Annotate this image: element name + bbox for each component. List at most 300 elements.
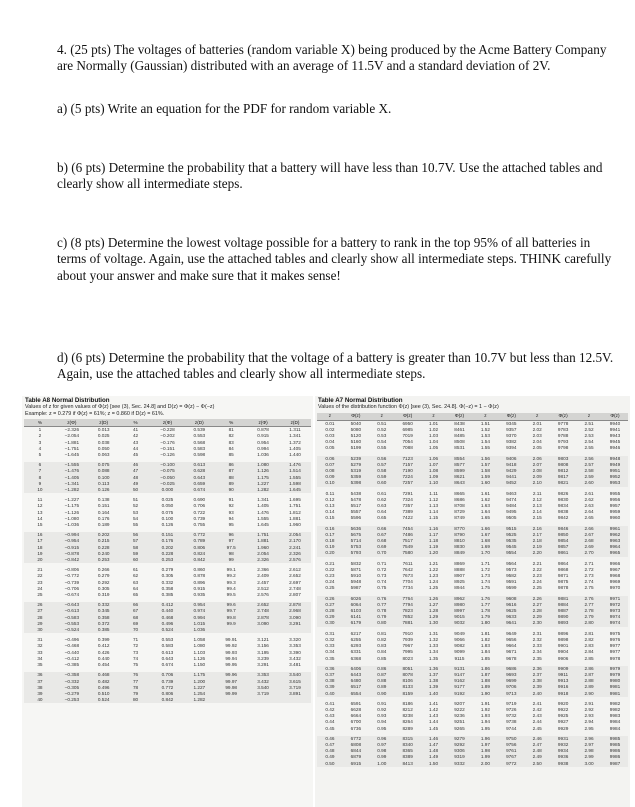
table-cell: 0.81: [377, 630, 387, 636]
table-cell: 1.73: [480, 573, 490, 579]
table-cell: 9793: [557, 439, 569, 445]
table-cell: 8749: [454, 515, 465, 521]
table-cell: 2.80: [576, 620, 602, 626]
table-cell: 2.51: [584, 420, 594, 426]
table-cell: 0.31: [325, 630, 335, 636]
table-cell: 0.98: [369, 748, 395, 754]
table-cell: 9783: [557, 426, 569, 432]
table-cell: 0.755: [193, 522, 206, 528]
table-cell: 0.28: [317, 608, 343, 614]
table-cell: 9441: [498, 474, 524, 480]
table-cell: 1.75: [480, 585, 490, 591]
table-cell: 0.063: [97, 452, 110, 457]
table-cell: 3.121: [257, 637, 269, 643]
table-cell: 5359: [343, 474, 369, 480]
table-cell: 2.054: [247, 551, 279, 557]
table-cell: −0.228: [160, 427, 175, 433]
table-cell: 2: [38, 433, 42, 439]
table-cell: 0.57: [369, 462, 395, 468]
table-cell: 0.59: [369, 474, 395, 480]
table-cell: 9943: [609, 433, 621, 438]
table-cell: 1.175: [183, 672, 215, 678]
table-cell: −0.496: [64, 637, 80, 643]
table-cell: 9099: [454, 649, 465, 655]
table-cell: 9871: [557, 573, 569, 579]
table-cell: 1.38: [421, 678, 447, 684]
table-cell: 0.025: [97, 433, 110, 439]
table-cell: 7734: [402, 585, 413, 591]
table-cell: 1.02: [429, 426, 439, 432]
table-cell: 3.390: [289, 649, 301, 655]
table-cell: 7517: [395, 538, 421, 544]
table-cell: 2.49: [524, 754, 550, 760]
table-cell: 9821: [550, 480, 576, 486]
column-header: z(Φ): [247, 419, 279, 427]
table-cell: 0.89: [369, 684, 395, 690]
table-cell: 2.41: [532, 700, 542, 706]
table-cell: 2.576: [279, 557, 311, 563]
table-cell: [247, 697, 279, 703]
table-cell: 82: [228, 433, 234, 439]
table-cell: −1.881: [64, 439, 80, 445]
table-cell: 8461: [454, 426, 465, 432]
table-cell: 2.66: [576, 526, 602, 532]
table-cell: 1.04: [429, 439, 439, 445]
table-cell: 9850: [550, 532, 576, 538]
table-cell: 0.79: [369, 614, 395, 620]
table-cell: 5: [38, 452, 42, 457]
table-row: [24, 452, 311, 458]
table-cell: 9904: [557, 649, 569, 655]
table-cell: 6879: [343, 754, 369, 760]
table-cell: 1.90: [472, 691, 498, 697]
table-cell: 9983: [609, 713, 621, 719]
table-cell: 2.09: [524, 474, 550, 480]
table-cell: 8686: [454, 496, 465, 502]
table-cell: 3.195: [257, 649, 269, 655]
table-cell: 5319: [343, 468, 369, 474]
table-cell: 0.613: [161, 649, 174, 655]
table-cell: 1.83: [480, 643, 490, 649]
table-cell: 0.553: [193, 433, 206, 439]
table-cell: 8186: [402, 700, 413, 706]
table-cell: 2.21: [532, 560, 542, 566]
table-cell: 7: [24, 468, 56, 474]
table-cell: 9976: [609, 636, 621, 642]
table-cell: 1.227: [247, 481, 279, 487]
table-cell: 2.652: [289, 573, 301, 579]
table-cell: 8413: [395, 761, 421, 767]
table-cell: 0.30: [317, 620, 343, 626]
table-cell: 0.524: [88, 697, 120, 703]
table-cell: 1.311: [289, 427, 301, 433]
table-cell: 1.56: [472, 456, 498, 462]
table-cell: 0.07: [317, 462, 343, 468]
table-cell: 1.44: [429, 719, 439, 725]
table-cell: 2.74: [584, 579, 594, 585]
table-cell: 0.58: [369, 468, 395, 474]
table-cell: 36: [24, 672, 56, 678]
column-header: z(Φ): [56, 419, 88, 427]
table-cell: 0.21: [325, 560, 335, 566]
table-cell: 1.00: [369, 761, 395, 767]
table-cell: 8133: [395, 684, 421, 690]
table-cell: 6064: [343, 602, 369, 608]
table-cell: 0.18: [317, 538, 343, 544]
table-cell: 0.82: [377, 636, 387, 642]
table-cell: 0.674: [161, 662, 174, 668]
table-row: [24, 487, 311, 493]
table-cell: 6700: [350, 719, 362, 725]
table-row: [317, 761, 628, 767]
table-cell: 9929: [557, 725, 569, 731]
table-cell: 1.812: [289, 509, 301, 515]
table-cell: 61: [132, 567, 139, 573]
table-cell: 2.76: [576, 596, 602, 602]
table-cell: 1.10: [421, 480, 447, 486]
table-cell: 0.674: [183, 487, 215, 493]
table-cell: 5080: [350, 426, 362, 432]
table-cell: 2.45: [532, 725, 542, 731]
table-cell: 0.426: [97, 649, 110, 655]
table-cell: 9066: [454, 636, 465, 642]
table-cell: 9978: [609, 655, 621, 661]
table-cell: 1.23: [429, 573, 439, 579]
table-cell: 0.62: [377, 496, 387, 502]
table-cell: 1.150: [193, 662, 206, 668]
table-cell: 0.279: [161, 567, 174, 573]
table-cell: 9846: [550, 526, 576, 532]
table-cell: 2.40: [524, 691, 550, 697]
table-cell: 9981: [602, 684, 628, 690]
table-cell: 76: [120, 672, 152, 678]
table-cell: 7910: [402, 630, 413, 636]
table-cell: 0.72: [377, 566, 387, 572]
table-cell: 6406: [343, 666, 369, 672]
table-cell: 0.69: [369, 544, 395, 550]
table-cell: 0.08: [317, 468, 343, 474]
table-cell: 2.69: [576, 544, 602, 550]
table-cell: 0.332: [88, 602, 120, 608]
table-cell: 8023: [402, 655, 413, 661]
table-cell: 0.385: [88, 627, 120, 633]
table-cell: −1.476: [56, 468, 88, 474]
table-cell: 0.70: [369, 550, 395, 556]
column-header: Φ(z): [498, 413, 524, 421]
table-cell: 2.02: [532, 426, 542, 432]
table-cell: 3.239: [257, 655, 269, 661]
table-cell: 1.95: [480, 725, 490, 731]
table-cell: 1.22: [429, 566, 439, 572]
table-cell: 9982: [609, 706, 621, 712]
table-cell: 1.372: [289, 439, 301, 445]
table-cell: 0.42: [325, 706, 335, 712]
table-cell: 2.67: [576, 532, 602, 538]
table-cell: 0.896: [193, 579, 206, 585]
table-cell: 8621: [447, 474, 473, 480]
table-cell: 2.46: [524, 736, 550, 742]
table-cell: 43: [132, 439, 139, 445]
table-cell: 79: [120, 691, 152, 697]
table-cell: 0.52: [377, 426, 387, 432]
column-header: Φ(z): [395, 413, 421, 421]
table-cell: 37: [24, 679, 56, 685]
table-cell: 0.440: [97, 655, 110, 661]
table-cell: 0.20: [317, 550, 343, 556]
table-cell: 1.48: [421, 748, 447, 754]
table-cell: 2.73: [584, 573, 594, 579]
column-header: z(D): [88, 419, 120, 427]
table-cell: 2.26: [524, 596, 550, 602]
table-row: [24, 427, 311, 434]
table-cell: 9756: [498, 742, 524, 748]
table-cell: 9932: [550, 742, 576, 748]
table-cell: 9868: [557, 566, 569, 572]
table-cell: 2.24: [532, 579, 542, 585]
table-cell: 63: [132, 579, 139, 585]
table-cell: 9957: [609, 503, 621, 509]
table-cell: 2.06: [524, 456, 550, 462]
column-header: Φ(z): [602, 413, 628, 421]
table-cell: 89: [215, 481, 247, 487]
table-cell: 78: [120, 685, 152, 691]
table-cell: 9916: [550, 684, 576, 690]
table-cell: 34: [37, 655, 43, 661]
table-cell: 3.540: [247, 685, 279, 691]
table-cell: 1.960: [247, 545, 279, 551]
table-cell: 1.69: [472, 544, 498, 550]
table-cell: 8438: [454, 420, 465, 426]
table-cell: 8365: [395, 748, 421, 754]
table-cell: 0.266: [97, 567, 110, 573]
table-cell: 1.59: [472, 474, 498, 480]
table-cell: 2.39: [524, 684, 550, 690]
table-cell: 2.326: [279, 551, 311, 557]
table-cell: 2.13: [532, 503, 542, 509]
table-cell: 0.138: [97, 497, 110, 503]
table-cell: −0.279: [56, 691, 88, 697]
table-cell: 5398: [343, 480, 369, 486]
table-cell: 0.13: [325, 503, 335, 509]
table-cell: 0.013: [97, 427, 110, 433]
table-cell: 33: [37, 649, 43, 655]
table-cell: 0.412: [152, 602, 184, 608]
table-cell: 0.000: [152, 487, 184, 493]
table-cell: 9970: [609, 585, 621, 591]
table-cell: 99: [215, 557, 247, 563]
table-cell: 15: [37, 522, 43, 528]
table-cell: 0.772: [183, 532, 215, 538]
table-cell: 8: [24, 475, 56, 481]
table-cell: −0.643: [56, 602, 88, 608]
table-cell: −0.176: [160, 439, 175, 445]
table-cell: 9564: [506, 560, 517, 566]
table-cell: 71: [132, 637, 139, 643]
table-cell: 6517: [343, 684, 369, 690]
table-cell: 3.432: [247, 679, 279, 685]
table-cell: 83: [228, 439, 234, 445]
table-cell: 0.24: [325, 579, 335, 585]
table-cell: 8810: [447, 538, 473, 544]
table-cell: 57: [120, 538, 152, 544]
table-cell: 2.04: [532, 439, 542, 445]
table-cell: 9591: [506, 579, 517, 585]
table-cell: 2.56: [576, 456, 602, 462]
table-cell: 2.62: [584, 496, 594, 502]
table-cell: −0.674: [64, 592, 80, 598]
table-cell: 1.14: [429, 509, 439, 515]
table-cell: 8888: [454, 566, 465, 572]
table-cell: 1.514: [279, 468, 311, 474]
table-cell: 9625: [498, 608, 524, 614]
table-cell: 62: [132, 573, 139, 579]
table-cell: 1.555: [257, 515, 269, 521]
table-cell: 9192: [447, 691, 473, 697]
table-cell: 7486: [395, 532, 421, 538]
table-row: [24, 440, 311, 446]
table-cell: 9394: [506, 445, 517, 451]
table-cell: 0.878: [257, 427, 269, 433]
table-cell: 92: [228, 503, 234, 509]
table-cell: 2.35: [532, 655, 542, 661]
table-cell: 0.96: [369, 736, 395, 742]
table-cell: 0.305: [97, 585, 110, 591]
table-cell: 0.100: [161, 515, 174, 521]
table-cell: 1.54: [480, 439, 490, 445]
table-cell: 9713: [498, 691, 524, 697]
table-cell: 2.34: [532, 649, 542, 655]
table-cell: 0.87: [369, 672, 395, 678]
table-cell: 2.05: [532, 445, 542, 451]
table-cell: 2.748: [247, 608, 279, 614]
table-cell: 0.94: [377, 719, 387, 725]
table-cell: 8340: [395, 742, 421, 748]
column-header: z: [472, 413, 498, 421]
table-cell: 9838: [557, 509, 569, 515]
table-cell: 99.8: [215, 615, 247, 621]
table-cell: 8980: [447, 602, 473, 608]
table-cell: 40: [24, 697, 56, 703]
table-cell: 9893: [550, 620, 576, 626]
table-cell: 5557: [350, 509, 362, 515]
table-cell: 2.88: [576, 678, 602, 684]
table-cell: 2.10: [524, 480, 550, 486]
table-cell: 50: [120, 487, 152, 493]
table-cell: 2.68: [576, 538, 602, 544]
table-cell: 7704: [402, 579, 413, 585]
table-cell: 9738: [506, 719, 517, 725]
table-cell: 1.080: [247, 462, 279, 468]
table-cell: 75: [132, 662, 139, 668]
table-cell: 2.53: [584, 433, 594, 438]
table-cell: 2.241: [279, 545, 311, 551]
table-cell: 1.598: [279, 481, 311, 487]
table-cell: 1.12: [429, 496, 439, 502]
table-cell: 9306: [447, 748, 473, 754]
table-cell: 80: [120, 697, 152, 703]
table-cell: 5040: [350, 420, 362, 426]
table-cell: 1.64: [480, 509, 490, 515]
table-row: [24, 510, 311, 516]
table-cell: 1.695: [289, 497, 301, 503]
table-cell: −1.645: [64, 452, 80, 457]
table-row: [24, 672, 311, 678]
table-cell: 45: [132, 452, 139, 457]
table-cell: 0.151: [97, 503, 110, 509]
table-cell: 0.994: [257, 445, 269, 451]
table-cell: 8106: [395, 678, 421, 684]
table-cell: 1.015: [183, 621, 215, 627]
table-row: [24, 662, 311, 668]
table-a8-subtitle: Values of z for given values of Φ(z) [see (3), Sec. 24.8] and D(z) = Φ(z) − Φ(−z): [25, 404, 215, 410]
table-cell: 24: [37, 585, 43, 591]
table-cell: 0.85: [377, 655, 387, 661]
table-cell: 97.5: [215, 545, 247, 551]
table-cell: 0.25: [325, 585, 335, 591]
table-cell: 2.878: [279, 602, 311, 608]
table-cell: 66: [120, 602, 152, 608]
table-cell: 9772: [498, 761, 524, 767]
table-row: [24, 650, 311, 656]
table-cell: 2.27: [524, 602, 550, 608]
table-cell: 1.57: [472, 462, 498, 468]
table-cell: 3.353: [247, 672, 279, 678]
table-cell: 0.643: [161, 655, 174, 661]
table-cell: 53: [132, 509, 139, 515]
table-cell: 9953: [602, 480, 628, 486]
table-cell: 9686: [498, 666, 524, 672]
table-cell: 2.23: [532, 573, 542, 579]
table-cell: −1.282: [56, 487, 88, 493]
table-row: [24, 538, 311, 544]
table-cell: 2.457: [257, 579, 269, 585]
table-cell: 77: [120, 679, 152, 685]
table-cell: 0.690: [193, 497, 206, 503]
table-cell: 3.090: [279, 615, 311, 621]
table-cell: 7549: [395, 544, 421, 550]
table-a8-example: Example: z = 0.279 if Φ(z) = 61%; z = 0.860 if D(z) = 61%.: [25, 410, 165, 417]
table-cell: 9535: [498, 538, 524, 544]
table-row: [24, 475, 311, 481]
table-cell: 0.71: [377, 560, 387, 566]
table-cell: 1.92: [480, 706, 490, 712]
table-cell: 0.43: [325, 713, 335, 719]
table-cell: 9959: [609, 509, 621, 515]
table-cell: 1.33: [429, 643, 439, 649]
table-cell: 2.326: [247, 557, 279, 563]
table-cell: 9955: [609, 490, 621, 496]
table-cell: 8508: [454, 439, 465, 445]
table-cell: 1.39: [421, 684, 447, 690]
table-cell: 26: [24, 602, 56, 608]
table-cell: 1.227: [183, 685, 215, 691]
table-cell: 2.44: [532, 719, 542, 725]
table-cell: 0.539: [193, 427, 206, 433]
table-cell: 3.156: [257, 643, 269, 649]
table-cell: 7389: [402, 509, 413, 515]
table-cell: 9222: [454, 706, 465, 712]
table-cell: 7257: [395, 480, 421, 486]
table-cell: 1.18: [421, 538, 447, 544]
table-cell: 65: [132, 592, 139, 598]
table-cell: 9969: [609, 579, 621, 585]
table-cell: 9115: [454, 655, 465, 661]
table-row: [24, 697, 311, 703]
table-cell: 0.11: [325, 490, 335, 496]
table-row: [24, 643, 311, 649]
table-cell: 2.31: [532, 630, 542, 636]
table-cell: 9961: [602, 526, 628, 532]
